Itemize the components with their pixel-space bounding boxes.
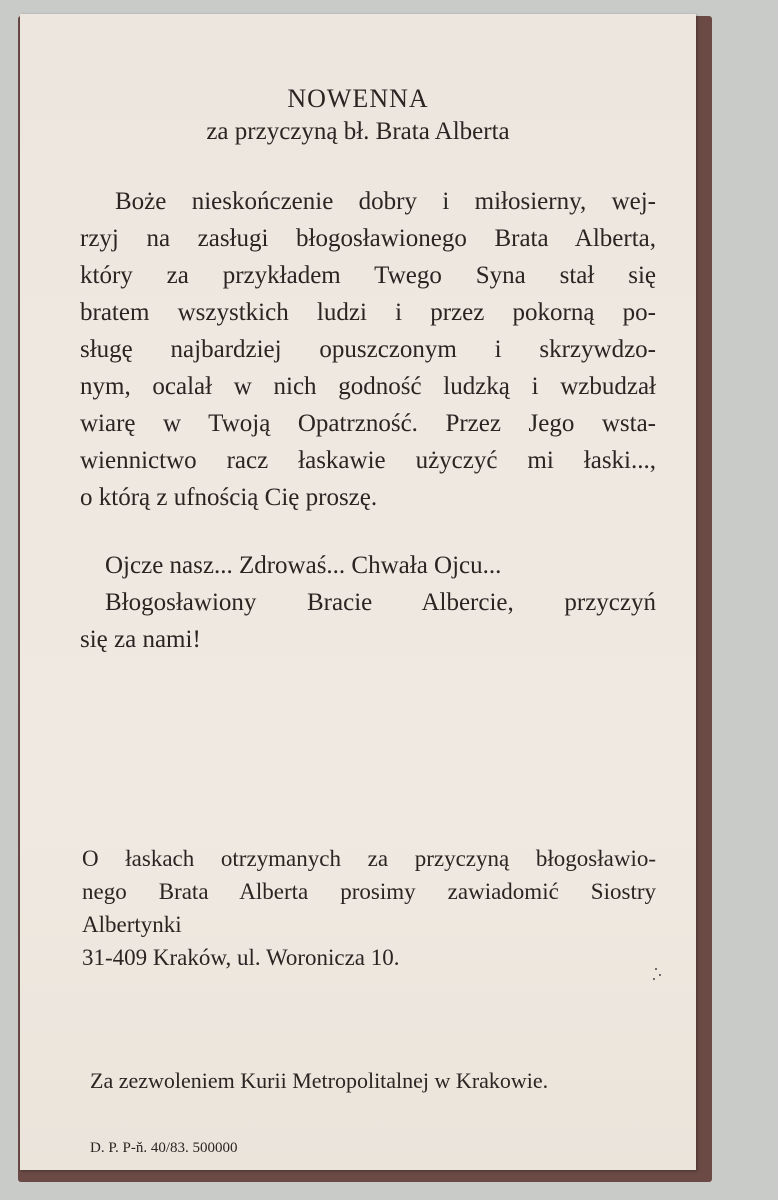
- invocation-line: Błogosławiony Bracie Albercie, przyczyń: [105, 589, 656, 616]
- notice-line: Albertynki: [82, 912, 182, 937]
- print-specks: [652, 966, 662, 986]
- approval-line: Za zezwoleniem Kurii Metropolitalnej w Krakowie.: [90, 1068, 549, 1093]
- card-title: NOWENNA: [287, 84, 429, 113]
- address-line: 31-409 Kraków, ul. Woronicza 10.: [82, 945, 400, 970]
- prayer-line: Boże nieskończenie dobry i miłosierny, wej-: [115, 188, 656, 215]
- notice-line: O łaskach otrzymanych za przyczyną błogosławio-: [82, 846, 656, 871]
- prayer-line: bratem wszystkich ludzi i przez pokorną po-: [80, 299, 656, 326]
- prayer-line: o którą z ufnością Cię proszę.: [80, 484, 378, 511]
- invocation-line: Ojcze nasz... Zdrowaś... Chwała Ojcu...: [105, 552, 502, 579]
- card-subtitle: za przyczyną bł. Brata Alberta: [206, 118, 510, 145]
- prayer-line: sługę najbardziej opuszczonym i skrzywdzo-: [80, 336, 656, 363]
- prayer-line: wiennictwo racz łaskawie użyczyć mi łaski...,: [80, 447, 656, 474]
- notice-line: nego Brata Alberta prosimy zawiadomić Siostry: [82, 879, 656, 904]
- invocation-line: się za nami!: [80, 626, 201, 653]
- prayer-line: który za przykładem Twego Syna stał się: [80, 262, 656, 289]
- prayer-line: wiarę w Twoją Opatrzność. Przez Jego wsta-: [80, 410, 656, 437]
- prayer-card: [20, 14, 696, 1170]
- prayer-line: nym, ocalał w nich godność ludzką i wzbudzał: [80, 373, 656, 400]
- prayer-line: rzyj na zasługi błogosławionego Brata Alberta,: [80, 225, 656, 252]
- print-code: D. P. P-ň. 40/83. 500000: [90, 1140, 238, 1156]
